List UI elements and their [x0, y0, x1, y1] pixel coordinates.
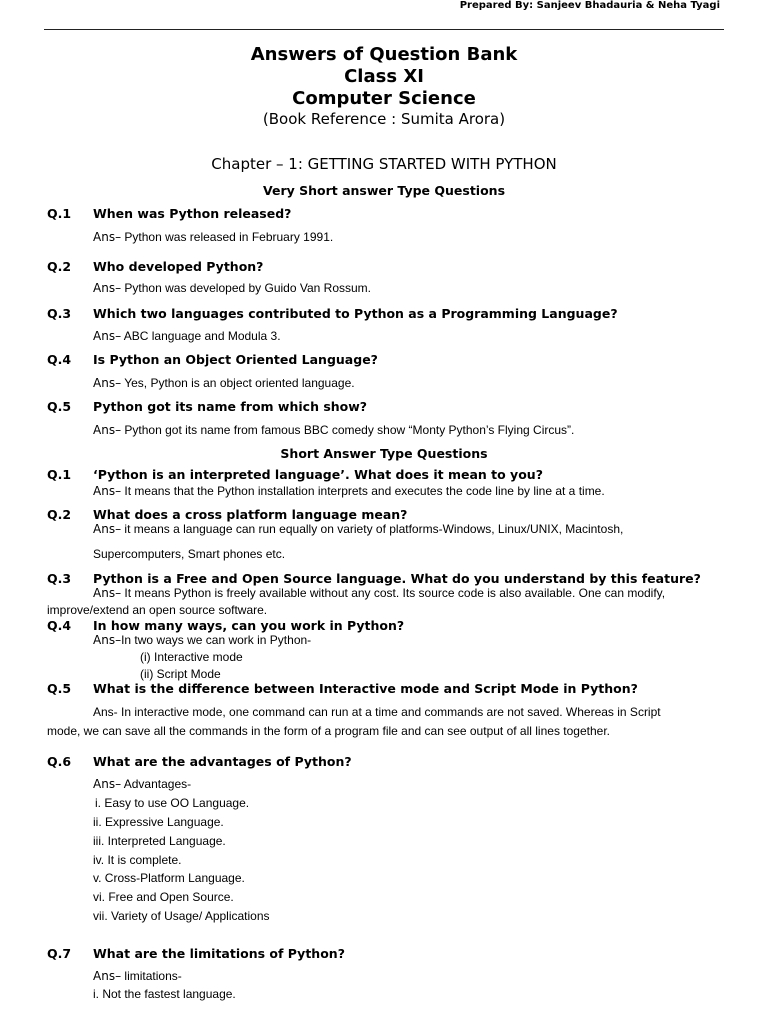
question-text: What is the difference between Interactive mode and Script Mode in Python?: [93, 681, 638, 696]
question-number: Q.2: [47, 259, 72, 274]
answer-text: [93, 281, 371, 295]
question-number: Q.4: [47, 618, 72, 633]
answer-text: [93, 633, 311, 647]
question-number: Q.3: [47, 306, 72, 321]
answer-body: It means that the Python installation interprets and executes the code line by line at a time.: [121, 484, 605, 498]
answer-text: [93, 423, 574, 437]
question-number: Q.1: [47, 467, 72, 482]
question-number: Q.1: [47, 206, 72, 221]
subject-title: Computer Science: [292, 88, 476, 109]
answer-body: Yes, Python is an object oriented language.: [121, 376, 355, 390]
answer-label: Ans–: [93, 423, 122, 437]
answer-label: Ans–: [93, 376, 122, 390]
answer-label: Ans–: [93, 329, 122, 343]
answer-continuation: mode, we can save all the commands in the form of a program file and can see output of all lines together.: [47, 724, 610, 738]
answer-body: Python got its name from famous BBC comedy show “Monty Python’s Flying Circus”.: [121, 423, 575, 437]
answer-text: [93, 376, 355, 390]
question-text: Python is a Free and Open Source language. What do you understand by this feature?: [93, 571, 701, 586]
answer-label: Ans–: [93, 586, 122, 600]
list-item: vi. Free and Open Source.: [93, 890, 234, 904]
answer-continuation: Supercomputers, Smart phones etc.: [93, 547, 286, 561]
answer-label: Ans–: [93, 230, 122, 244]
answer-text: [93, 969, 182, 983]
question-number: Q.3: [47, 571, 72, 586]
list-item: (ii) Script Mode: [140, 667, 221, 681]
answer-body: limitations-: [121, 969, 182, 983]
list-item: iv. It is complete.: [93, 853, 182, 867]
answer-label: Ans–: [93, 969, 122, 983]
book-reference: (Book Reference : Sumita Arora): [262, 110, 506, 128]
question-text: Python got its name from which show?: [93, 399, 368, 414]
answer-label: Ans–: [93, 633, 122, 647]
answer-body: it means a language can run equally on variety of platforms-Windows, Linux/UNIX, Macintosh,: [121, 522, 624, 536]
question-text: Which two languages contributed to Python as a Programming Language?: [93, 306, 618, 321]
chapter-heading: Chapter – 1: GETTING STARTED WITH PYTHON: [211, 155, 557, 173]
answer-continuation: improve/extend an open source software.: [47, 603, 268, 617]
answer-label: Ans–: [93, 522, 122, 536]
answer-text: [93, 230, 333, 244]
question-number: Q.5: [47, 681, 72, 696]
question-text: In how many ways, can you work in Python?: [93, 618, 405, 633]
doc-title: Answers of Question Bank: [250, 44, 518, 65]
question-text: ‘Python is an interpreted language’. What does it mean to you?: [93, 467, 543, 482]
question-number: Q.5: [47, 399, 72, 414]
question-text: What does a cross platform language mean?: [93, 507, 408, 522]
question-number: Q.2: [47, 507, 72, 522]
question-text: What are the limitations of Python?: [93, 946, 345, 961]
answer-body: Advantages-: [121, 777, 192, 791]
answer-text: [93, 586, 665, 600]
list-item: i. Easy to use OO Language.: [95, 796, 250, 810]
list-item: (i) Interactive mode: [140, 650, 243, 664]
section-heading-short: Short Answer Type Questions: [280, 446, 488, 461]
answer-label: Ans–: [93, 484, 122, 498]
prepared-by: Prepared By: Sanjeev Bhadauria & Neha Tyagi: [459, 0, 720, 11]
answer-body: ABC language and Modula 3.: [121, 329, 281, 343]
list-item: i. Not the fastest language.: [93, 987, 236, 1001]
answer-label: Ans–: [93, 281, 122, 295]
list-item: v. Cross-Platform Language.: [93, 871, 245, 885]
question-number: Q.7: [47, 946, 72, 961]
question-number: Q.6: [47, 754, 72, 769]
header-rule: [44, 29, 724, 30]
answer-text: [93, 329, 281, 343]
list-item: iii. Interpreted Language.: [93, 834, 226, 848]
list-item: ii. Expressive Language.: [93, 815, 224, 829]
answer-text: Ans- In interactive mode, one command can run at a time and commands are not saved. Whereas in Script: [93, 705, 661, 719]
question-text: What are the advantages of Python?: [93, 754, 352, 769]
answer-body: In two ways we can work in Python-: [121, 633, 312, 647]
answer-body: Python was released in February 1991.: [121, 230, 334, 244]
question-text: Who developed Python?: [93, 259, 264, 274]
class-title: Class XI: [344, 66, 424, 87]
question-number: Q.4: [47, 352, 72, 367]
section-heading-very-short: Very Short answer Type Questions: [262, 183, 506, 198]
answer-text: [93, 777, 191, 791]
answer-label: Ans–: [93, 777, 122, 791]
answer-text: [93, 484, 605, 498]
list-item: vii. Variety of Usage/ Applications: [93, 909, 270, 923]
question-text: Is Python an Object Oriented Language?: [93, 352, 378, 367]
answer-body: It means Python is freely available without any cost. Its source code is also available. One can modify,: [121, 586, 666, 600]
answer-text: [93, 522, 623, 536]
answer-body: Python was developed by Guido Van Rossum.: [121, 281, 371, 295]
question-text: When was Python released?: [93, 206, 292, 221]
